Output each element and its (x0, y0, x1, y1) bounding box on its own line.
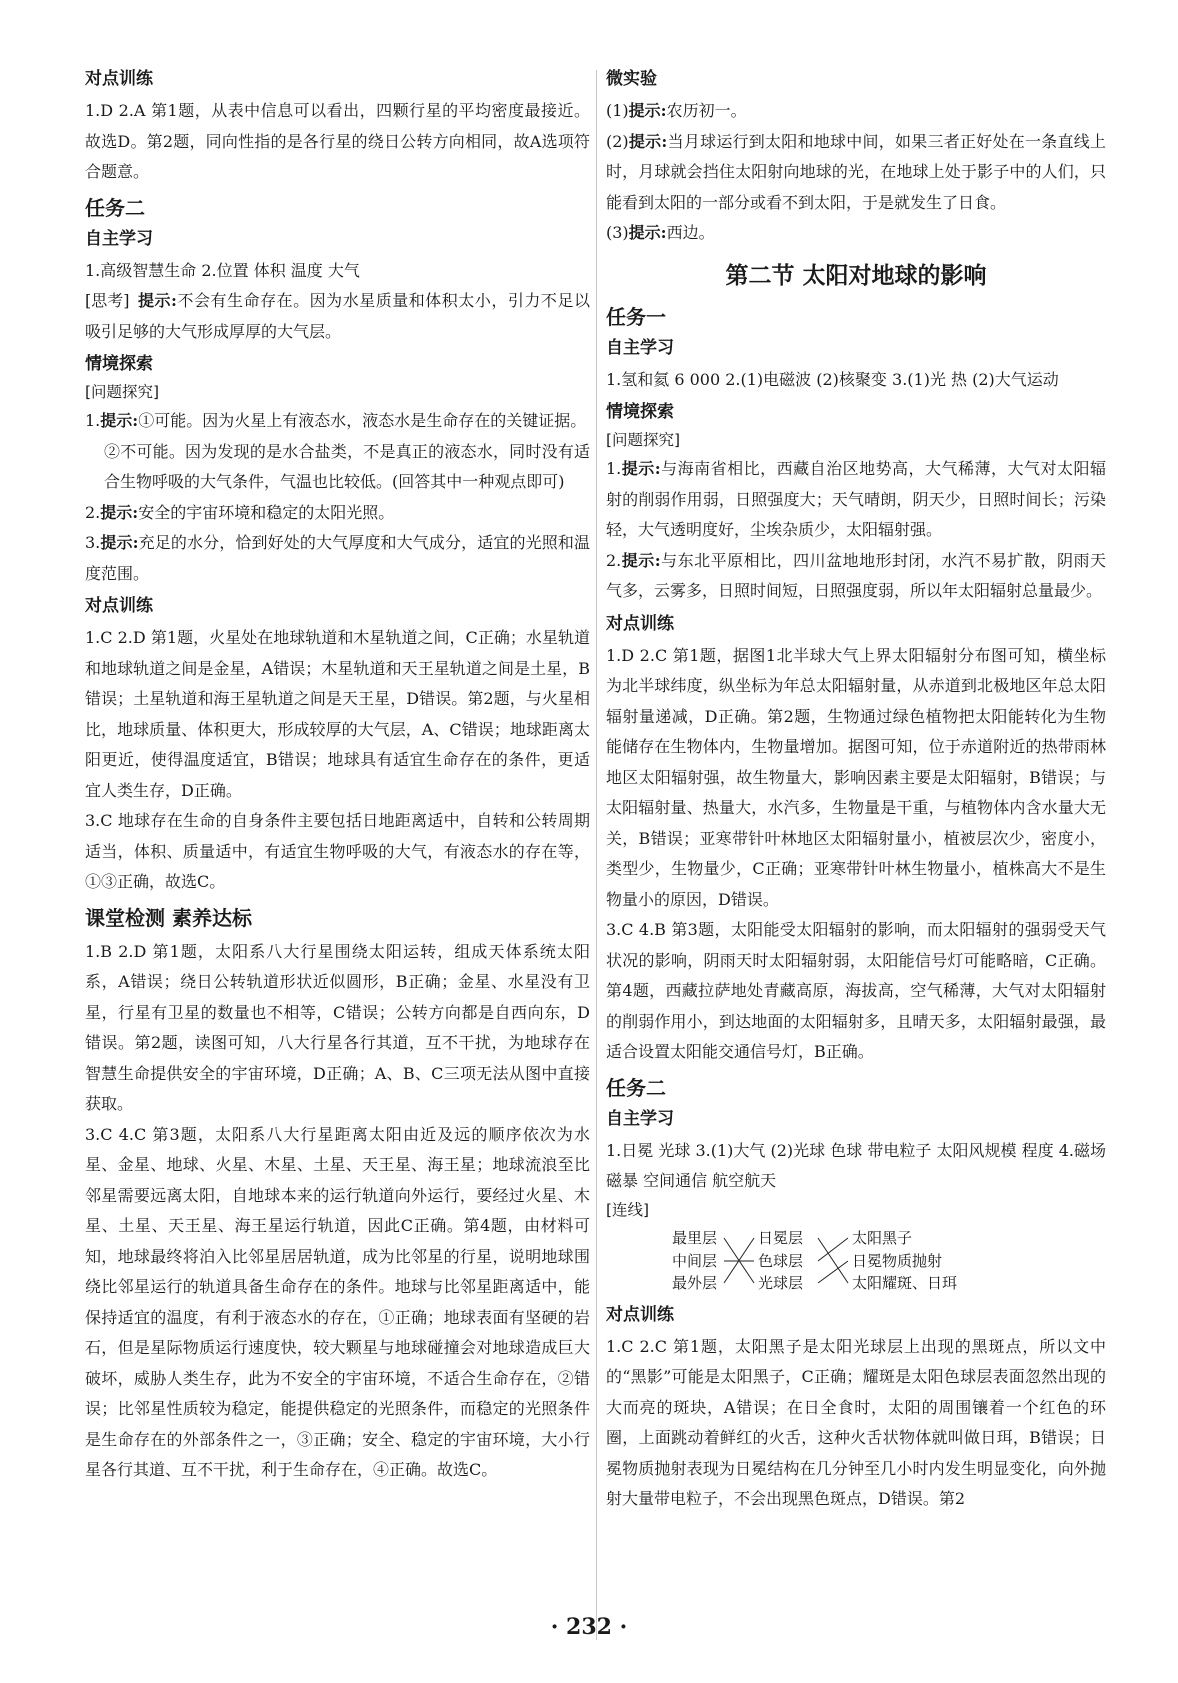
hint-label: 提示: (100, 502, 139, 522)
diagram-left-2: 中间层 (672, 1251, 718, 1270)
answer-paragraph: 1.C 2.D 第1题，火星处在地球轨道和木星轨道之间，C正确；水星轨道和地球轨道之间是金星，A错误；木星轨道和天王星轨道之间是土星，B错误；土星轨道和海王星轨道之间是天王星，D错误。第2题，与火星相比，地球质量、体积更大，形成较厚的大气层，A、C错误；地球距离太阳更近，使得温度适宜，B错误；地球具有适宜生命存在的条件，更适宜人类生存，D正确。 (85, 628, 590, 800)
hint-label: 提示: (628, 131, 668, 151)
heading-qingjing: 情境探索 (606, 402, 674, 422)
hint-label: 提示: (137, 291, 177, 310)
heading-weishiyan: 微实验 (606, 69, 657, 89)
tag-wenti: [问题探究] (606, 431, 681, 449)
experiment-1 (606, 96, 1106, 127)
page-number: · 232 · (550, 1614, 628, 1640)
think-tag: [思考] (85, 291, 130, 310)
experiment-2 (606, 127, 1106, 219)
answer-text: ①可能。因为火星上有液态水，液态水是生命存在的关键证据。 (138, 411, 587, 430)
connector-line (818, 1238, 848, 1261)
tag-lianxian: [连线] (606, 1200, 650, 1219)
connector-line (818, 1238, 848, 1283)
answer-paragraph: 1.C 2.C 第1题，太阳黑子是太阳光球层上出现的黑斑点，所以文中的“黑影”可能是太阳黑子，C正确；耀斑是太阳色球层表面忽然出现的大而亮的斑块，A错误；在日全食时，太阳的周围镶着一个红色的环圈，上面跳动着鲜红的火舌，这种火舌状物体就叫做日珥，B错误；日冕物质抛射表现为日冕结构在几分钟至几小时内发生明显变化，向外抛射大量带电粒子，不会出现黑色斑点，D错误。第2 (606, 1336, 1106, 1508)
item-number: 2. (606, 550, 622, 570)
heading-ketang: 课堂检测 素养达标 (85, 905, 252, 930)
heading-task2: 任务二 (85, 195, 145, 220)
answer-paragraph: 1.D 2.C 第1题，据图1北半球大气上界太阳辐射分布图可知，横坐标为北半球纬度，纵坐标为年总太阳辐射量，从赤道到北极地区年总太阳辐射量递减，D正确。第2题，生物通过绿色植物把太阳能转化为生物能储存在生物体内，生物量增加。据图可知，位于赤道附近的热带雨林地区太阳辐射强，故生物量大，影响因素主要是太阳辐射，B错误；与太阳辐射量、热量大，水汽多，生物量是干重，与植物体内含水量大无关，B错误；亚寒带针叶林地区太阳辐射量小，植被层次少，密度小，类型少，生物量少，C正确；亚寒带针叶林生物量小，植株高大不是生物量小的原因，D错误。 (606, 645, 1106, 909)
answer-paragraph: 3.C 地球存在生命的自身条件主要包括日地距离适中，自转和公转周期适当，体积、质量适中，有适宜生物呼吸的大气，有液态水的存在等，①③正确，故选C。 (85, 811, 590, 891)
heading-zizhu-2: 自主学习 (606, 1108, 674, 1129)
diagram-right-1: 太阳黑子 (852, 1228, 913, 1247)
answer-paragraph: 1.氢和氦 6 000 2.(1)电磁波 (2)核聚变 3.(1)光 热 (2)大气运动 (606, 369, 1059, 389)
heading-duidian-4: 对点训练 (606, 1304, 674, 1325)
hint-label: 提示: (621, 550, 661, 570)
answer-text: 农历初一。 (666, 101, 747, 120)
item-number: (1) (606, 101, 629, 120)
answer-paragraph: 1.B 2.D 第1题，太阳系八大行星围绕太阳运转，组成天体系统太阳系，A错误；绕日公转轨道形状近似圆形，B正确；金星、水星没有卫星，行星有卫星的数量也不相等，C错误；公转方向都是自西向东，D错误。第2题，读图可知，八大行星各行其道，互不干扰，为地球存在智慧生命提供安全的宇宙环境，D正确；A、B、C三项无法从图中直接获取。 (85, 941, 590, 1113)
answer-text: 当月球运行到太阳和地球中间，如果三者正好处在一条直线上时，月球就会挡住太阳射向地球的光，在地球上处于影子中的人们，只能看到太阳的一部分或看不到太阳，于是就发生了日食。 (606, 131, 1106, 212)
experiment-3 (606, 218, 1106, 249)
diagram-mid-3: 光球层 (758, 1273, 804, 1292)
item-number: 3. (85, 533, 101, 552)
think-paragraph (85, 286, 590, 347)
connector-line (818, 1261, 848, 1283)
section-title: 第二节 太阳对地球的影响 (725, 262, 987, 289)
question-1-b: ②不可能。因为发现的是水合盐类，不是真正的液态水，同时没有适合生物呼吸的大气条件，气温也比较低。(回答其中一种观点即可) (104, 441, 590, 491)
answer-paragraph: 3.C 4.B 第3题，太阳能受太阳辐射的影响，而太阳辐射的强弱受天气状况的影响，阴雨天时太阳辐射弱，太阳能信号灯可能略暗，C正确。第4题，西藏拉萨地处青藏高原，海拔高，空气稀薄，大气对太阳辐射的削弱作用小，到达地面的太阳辐射多，且晴天多，太阳辐射最强，最适合设置太阳能交通信号灯，B正确。 (606, 920, 1106, 1061)
answer-paragraph: 1.日冕 光球 3.(1)大气 (2)光球 色球 带电粒子 太阳风规模 程度 4.磁场 磁暴 空间通信 航空航天 (606, 1140, 1106, 1190)
item-number: 1. (606, 459, 622, 478)
heading-task2-right: 任务二 (606, 1075, 666, 1100)
answer-text: 充足的水分，恰到好处的大气厚度和大气成分，适宜的光照和温度范围。 (85, 533, 590, 583)
answer-paragraph: 3.C 4.C 第3题，太阳系八大行星距离太阳由近及远的顺序依次为水星、金星、地球、火星、木星、土星、天王星、海王星；地球流浪至比邻星需要远离太阳，自地球本来的运行轨道向外运行，要经过火星、木星、土星、天王星、海王星运行轨道，因此C正确。第4题，由材料可知，地球最终将泊入比邻星居居轨道，成为比邻星的行星，说明地球围绕比邻星运行的轨道具备生命存在的条件。地球与比邻星距离适中，能保持适宜的温度，有利于液态水的存在，①正确；地球表面有坚硬的岩石，但是星际物质运行速度快，较大颗星与地球碰撞会对地球造成巨大破坏，威胁人类生存，此为不安全的宇宙环境，不适合生命存在，②错误；比邻星性质较为稳定，能提供稳定的光照条件，而稳定的光照条件是生命存在的外部条件之一，③正确；安全、稳定的宇宙环境，大小行星各行其道、互不干扰，利于生命存在，④正确。故选C。 (85, 1124, 590, 1479)
hint-label: 提示: (100, 533, 139, 552)
answer-text: 与海南省相比，西藏自治区地势高，大气稀薄，大气对太阳辐射的削弱作用弱，日照强度大；天气晴朗，阴天少，日照时间长；污染轻，大气透明度好，尘埃杂质少，太阳辐射强。 (606, 459, 1106, 539)
heading-qingjing: 情境探索 (85, 354, 153, 374)
question-1 (85, 406, 590, 437)
answer-text: 安全的宇宙环境和稳定的太阳光照。 (138, 502, 395, 522)
item-number: 2. (85, 502, 101, 522)
question-1 (606, 454, 1106, 546)
hint-label: 提示: (621, 459, 661, 478)
question-2 (85, 498, 590, 529)
answer-paragraph: 1.高级智慧生命 2.位置 体积 温度 大气 (85, 260, 360, 280)
diagram-left-3: 最外层 (672, 1273, 718, 1292)
answer-paragraph: 1.D 2.A 第1题，从表中信息可以看出，四颗行星的平均密度最接近。故选D。第2题，同向性指的是各行星的绕日公转方向相同，故A选项符合题意。 (85, 101, 590, 181)
item-number: (2) (606, 131, 629, 151)
heading-zizhu-1: 自主学习 (606, 337, 674, 358)
tag-wenti: [问题探究] (85, 383, 160, 401)
hint-label: 提示: (628, 101, 667, 120)
diagram-left-1: 最里层 (672, 1228, 718, 1247)
diagram-right-2: 日冕物质抛射 (852, 1251, 943, 1270)
answer-text: 西边。 (666, 223, 715, 242)
right-column (606, 62, 1106, 1515)
question-2 (606, 546, 1106, 607)
hint-label: 提示: (628, 223, 667, 242)
think-text: 不会有生命存在。因为水星质量和体积太小，引力不足以吸引足够的大气形成厚厚的大气层。 (85, 291, 590, 341)
heading-duidian-1: 对点训练 (85, 69, 153, 89)
answer-text: 与东北平原相比，四川盆地地形封闭，水汽不易扩散，阴雨天气多，云雾多，日照时间短，日照强度弱，所以年太阳辐射总量最少。 (606, 550, 1106, 600)
connection-diagram (606, 1225, 1106, 1297)
item-number: (3) (606, 223, 629, 242)
diagram-mid-1: 日冕层 (758, 1228, 804, 1247)
left-column (85, 62, 590, 1486)
heading-duidian-3: 对点训练 (606, 613, 674, 634)
hint-label: 提示: (100, 411, 139, 430)
diagram-right-3: 太阳耀斑、日珥 (852, 1273, 958, 1292)
diagram-mid-2: 色球层 (758, 1251, 804, 1270)
question-3 (85, 528, 590, 589)
item-number: 1. (85, 411, 101, 430)
heading-task1: 任务一 (606, 304, 666, 329)
heading-zizhu: 自主学习 (85, 228, 153, 249)
column-divider (596, 70, 597, 1640)
heading-duidian-2: 对点训练 (85, 596, 153, 616)
